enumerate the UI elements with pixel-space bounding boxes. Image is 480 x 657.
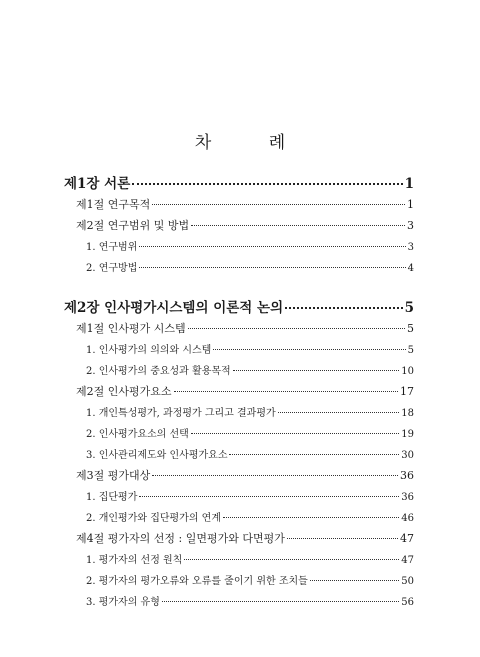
toc-entry-label: 3. 평가자의 유형 bbox=[86, 597, 160, 608]
toc-page-number: 4 bbox=[407, 263, 414, 274]
toc-page-number: 3 bbox=[407, 242, 414, 253]
toc-subsection-row[interactable] bbox=[64, 593, 414, 614]
toc-entry-label: 1. 개인특성평가, 과정평가 그리고 결과평가 bbox=[86, 408, 276, 419]
toc-entry-label: 1. 집단평가 bbox=[86, 492, 138, 503]
toc-page-number: 18 bbox=[401, 408, 414, 419]
toc-subsection-row[interactable] bbox=[64, 362, 414, 383]
dot-leader bbox=[139, 267, 405, 268]
toc-section-row[interactable] bbox=[64, 383, 414, 404]
toc-chapter-row[interactable] bbox=[64, 172, 414, 196]
toc-subsection-row[interactable] bbox=[64, 341, 414, 362]
toc-entry-label: 2. 평가자의 평가오류와 오류를 줄이기 위한 조치들 bbox=[86, 576, 308, 587]
dot-leader bbox=[310, 580, 399, 581]
toc-entry-label: 제1절 인사평가 시스템 bbox=[76, 322, 186, 335]
dot-leader bbox=[233, 370, 400, 371]
toc-subsection-row[interactable] bbox=[64, 551, 414, 572]
toc-page-number: 1 bbox=[404, 176, 414, 192]
toc-page-number: 5 bbox=[407, 345, 414, 356]
dot-leader bbox=[213, 349, 405, 350]
toc-subsection-row[interactable] bbox=[64, 572, 414, 593]
toc-section-row[interactable] bbox=[64, 467, 414, 488]
dot-leader bbox=[152, 475, 398, 476]
toc-section-row[interactable] bbox=[64, 320, 414, 341]
dot-leader bbox=[184, 559, 399, 560]
toc-section-row[interactable] bbox=[64, 530, 414, 551]
toc-page-number: 3 bbox=[407, 219, 414, 232]
toc-subsection-row[interactable] bbox=[64, 425, 414, 446]
toc-entry-label: 제1절 연구목적 bbox=[76, 198, 151, 211]
toc-page-number: 5 bbox=[407, 322, 414, 335]
toc-subsection-row[interactable] bbox=[64, 259, 414, 280]
toc-page-number: 1 bbox=[407, 198, 414, 211]
dot-leader bbox=[188, 328, 405, 329]
dot-leader bbox=[139, 496, 399, 497]
toc-subsection-row[interactable] bbox=[64, 238, 414, 259]
dot-leader bbox=[191, 225, 405, 226]
toc-entry-label: 3. 인사관리제도와 인사평가요소 bbox=[86, 450, 228, 461]
toc-entry-label: 제4절 평가자의 선정 : 일면평가와 다면평가 bbox=[76, 532, 285, 545]
toc-subsection-row[interactable] bbox=[64, 488, 414, 509]
toc-section-row[interactable] bbox=[64, 217, 414, 238]
toc-entry-label: 제1장 서론 bbox=[64, 176, 131, 192]
dot-leader bbox=[152, 204, 405, 205]
toc-page-number: 19 bbox=[401, 429, 414, 440]
toc-entry-label: 제2절 연구범위 및 방법 bbox=[76, 219, 190, 232]
toc-page-number: 47 bbox=[400, 532, 414, 545]
toc-page-number: 50 bbox=[401, 576, 414, 587]
toc-page-number: 10 bbox=[401, 366, 414, 377]
chapter-gap bbox=[64, 280, 414, 296]
toc-page-number: 17 bbox=[400, 385, 414, 398]
toc-entry-label: 제2장 인사평가시스템의 이론적 논의 bbox=[64, 300, 284, 316]
dot-leader bbox=[139, 246, 405, 247]
toc-entry-label: 1. 인사평가의 의의와 시스템 bbox=[86, 345, 212, 356]
toc-entry-label: 제3절 평가대상 bbox=[76, 469, 151, 482]
toc-entry-label: 2. 인사평가의 중요성과 활용목적 bbox=[86, 366, 231, 377]
toc-entry-label: 2. 개인평가와 집단평가의 연계 bbox=[86, 513, 221, 524]
toc-chapter-row[interactable] bbox=[64, 296, 414, 320]
dot-leader bbox=[191, 433, 399, 434]
toc-subsection-row[interactable] bbox=[64, 404, 414, 425]
table-of-contents bbox=[64, 172, 414, 614]
dot-leader bbox=[229, 454, 399, 455]
toc-subsection-row[interactable] bbox=[64, 446, 414, 467]
toc-entry-label: 1. 평가자의 선정 원칙 bbox=[86, 555, 183, 566]
toc-page-number: 46 bbox=[401, 513, 414, 524]
toc-entry-label: 2. 인사평가요소의 선택 bbox=[86, 429, 189, 440]
toc-title: 차 례 bbox=[194, 133, 312, 153]
toc-entry-label: 제2절 인사평가요소 bbox=[76, 385, 172, 398]
dot-leader bbox=[223, 517, 399, 518]
toc-page-number: 36 bbox=[400, 469, 414, 482]
toc-entry-label: 2. 연구방법 bbox=[86, 263, 138, 274]
dot-leader bbox=[287, 538, 398, 539]
dot-leader bbox=[132, 183, 402, 185]
toc-section-row[interactable] bbox=[64, 196, 414, 217]
dot-leader bbox=[285, 307, 402, 309]
dot-leader bbox=[278, 412, 400, 413]
toc-page-number: 30 bbox=[401, 450, 414, 461]
toc-page-number: 5 bbox=[404, 300, 414, 316]
dot-leader bbox=[174, 391, 398, 392]
toc-page-number: 56 bbox=[401, 597, 414, 608]
dot-leader bbox=[162, 601, 399, 602]
toc-page-number: 47 bbox=[401, 555, 414, 566]
toc-entry-label: 1. 연구범위 bbox=[86, 242, 138, 253]
toc-subsection-row[interactable] bbox=[64, 509, 414, 530]
toc-page-number: 36 bbox=[401, 492, 414, 503]
